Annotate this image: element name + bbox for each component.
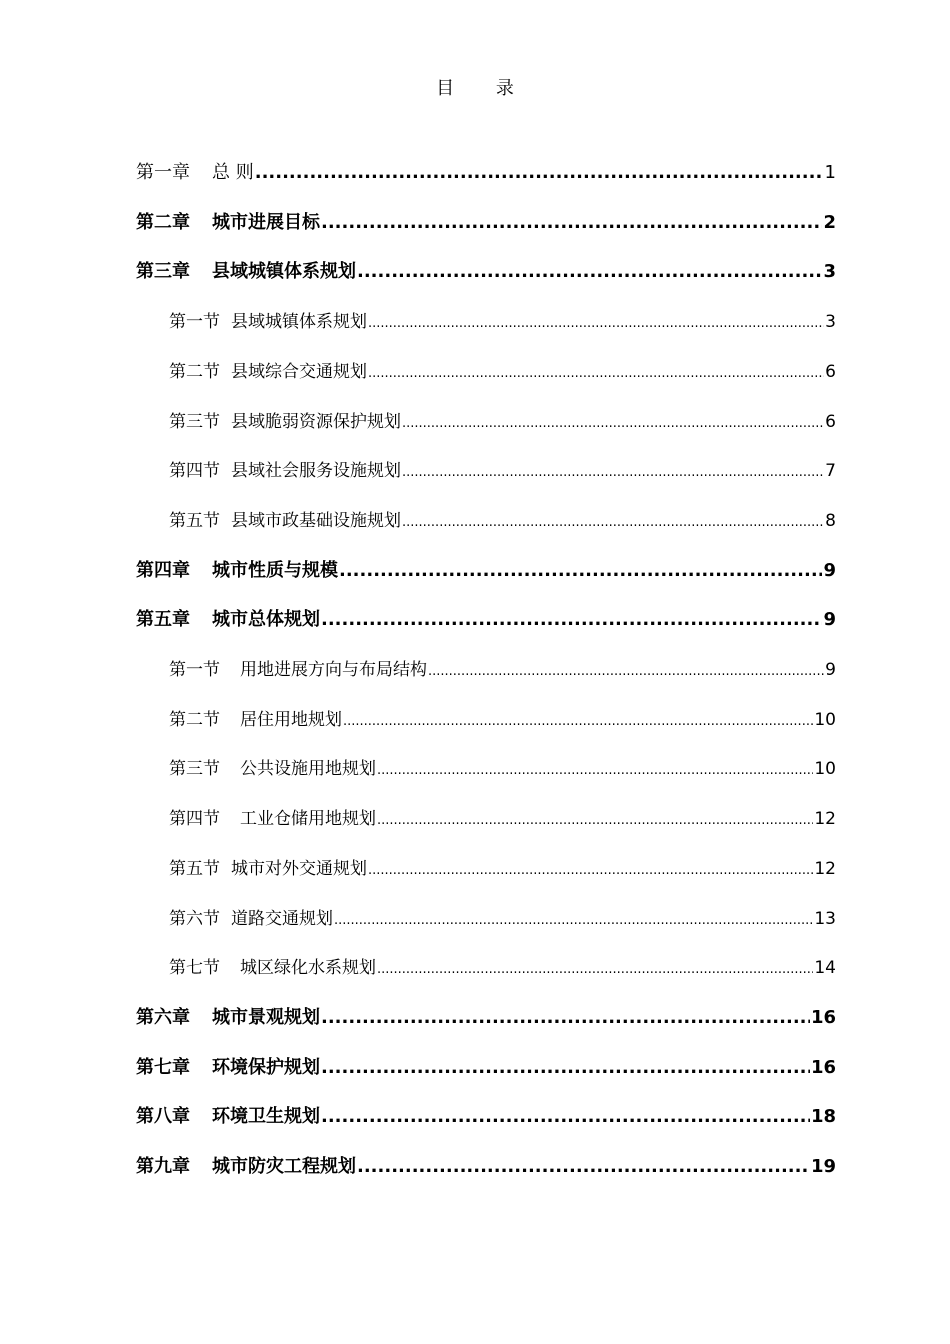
toc-chapter-entry [136, 607, 836, 633]
section-title: 县域市政基础设施规划 [231, 510, 401, 531]
page-number: 10 [814, 709, 836, 730]
dot-leader [357, 259, 822, 285]
section-title: 县域综合交通规划 [231, 361, 367, 382]
page-number: 16 [810, 1006, 836, 1028]
page-number: 13 [814, 908, 836, 929]
page-number: 12 [814, 809, 836, 830]
toc-section-entry [169, 906, 836, 932]
page-number: 1 [824, 162, 836, 183]
dot-leader [377, 955, 813, 983]
toc-chapter-entry [136, 1055, 836, 1081]
section-title: 县域社会服务设施规划 [231, 461, 401, 482]
page-number: 6 [825, 361, 836, 382]
section-number: 第五节 [169, 510, 220, 531]
page-number: 16 [810, 1056, 836, 1078]
page-number: 8 [825, 510, 836, 531]
section-number: 第三节 [169, 759, 220, 780]
page-number: 7 [825, 461, 836, 482]
page-number: 3 [825, 312, 836, 333]
section-title: 县域脆弱资源保护规划 [231, 411, 401, 432]
toc-title: 目 录 [436, 78, 532, 99]
page-number: 9 [823, 559, 836, 581]
section-title: 县域城镇体系规划 [231, 312, 367, 333]
toc-chapter-entry [136, 1154, 836, 1180]
dot-leader [339, 558, 822, 584]
toc-section-entry [169, 955, 836, 981]
section-title: 道路交通规划 [231, 908, 333, 929]
dot-leader [321, 1055, 810, 1081]
toc-section-entry [169, 458, 836, 484]
dot-leader [377, 806, 813, 834]
dot-leader [321, 1005, 810, 1031]
toc-chapter-entry [136, 259, 836, 285]
page-number: 12 [814, 858, 836, 879]
chapter-number: 第六章 [136, 1006, 190, 1028]
dot-leader [321, 210, 822, 236]
section-number: 第三节 [169, 411, 220, 432]
section-number: 第二节 [169, 361, 220, 382]
section-number: 第四节 [169, 461, 220, 482]
page-number: 9 [823, 609, 836, 631]
chapter-title: 城市性质与规模 [212, 559, 338, 581]
section-number: 第六节 [169, 908, 220, 929]
chapter-number: 第四章 [136, 559, 190, 581]
dot-leader [255, 160, 824, 186]
chapter-number: 第七章 [136, 1056, 190, 1078]
chapter-number: 第二章 [136, 211, 190, 233]
toc-chapter-entry [136, 1005, 836, 1031]
chapter-number: 第八章 [136, 1106, 190, 1128]
dot-leader [428, 657, 824, 685]
dot-leader [321, 1104, 810, 1130]
dot-leader [402, 458, 824, 486]
toc-section-entry [169, 508, 836, 534]
dot-leader [368, 309, 824, 337]
dot-leader [402, 508, 824, 536]
section-number: 第四节 [169, 809, 220, 830]
page-number: 9 [825, 660, 836, 680]
section-title: 城市对外交通规划 [231, 858, 367, 879]
dot-leader [402, 409, 824, 437]
dot-leader [334, 906, 813, 934]
chapter-title: 城市进展目标 [212, 211, 320, 233]
section-title: 工业仓储用地规划 [240, 809, 376, 830]
chapter-number: 第九章 [136, 1156, 190, 1177]
chapter-title: 总 则 [212, 162, 254, 183]
chapter-number: 第五章 [136, 609, 190, 631]
toc-section-entry [169, 856, 836, 882]
toc-chapter-entry [136, 1104, 836, 1130]
toc-chapter-entry [136, 210, 836, 236]
section-title: 公共设施用地规划 [240, 759, 376, 780]
dot-leader [321, 607, 822, 633]
section-title: 居住用地规划 [240, 709, 342, 730]
dot-leader [343, 707, 813, 735]
dot-leader [368, 856, 813, 884]
chapter-title: 环境保护规划 [212, 1056, 320, 1078]
page-number: 6 [825, 411, 836, 432]
chapter-title: 环境卫生规划 [212, 1106, 320, 1128]
section-number: 第一节 [169, 312, 220, 333]
toc-section-entry [169, 359, 836, 385]
chapter-number: 第三章 [136, 261, 190, 283]
chapter-title: 县域城镇体系规划 [212, 261, 356, 283]
page-number: 19 [810, 1156, 836, 1177]
toc-section-entry [169, 657, 836, 683]
toc-section-entry [169, 756, 836, 782]
chapter-title: 城市防灾工程规划 [212, 1156, 356, 1177]
page-number: 18 [810, 1106, 836, 1128]
toc-chapter-entry [136, 160, 836, 186]
dot-leader [377, 756, 813, 784]
page-number: 14 [814, 958, 836, 979]
toc-section-entry [169, 806, 836, 832]
section-number: 第二节 [169, 709, 220, 730]
toc-section-entry [169, 409, 836, 435]
toc-chapter-entry [136, 558, 836, 584]
page-number: 3 [823, 261, 836, 283]
dot-leader [368, 359, 824, 387]
section-number: 第一节 [169, 660, 220, 680]
toc-section-entry [169, 707, 836, 733]
chapter-title: 城市总体规划 [212, 609, 320, 631]
chapter-number: 第一章 [136, 162, 190, 183]
section-title: 城区绿化水系规划 [240, 958, 376, 979]
page-number: 10 [814, 759, 836, 780]
section-number: 第七节 [169, 958, 220, 979]
section-title: 用地进展方向与布局结构 [240, 660, 427, 680]
page-number: 2 [823, 211, 836, 233]
toc-section-entry [169, 309, 836, 335]
chapter-title: 城市景观规划 [212, 1006, 320, 1028]
dot-leader [357, 1154, 810, 1180]
section-number: 第五节 [169, 858, 220, 879]
